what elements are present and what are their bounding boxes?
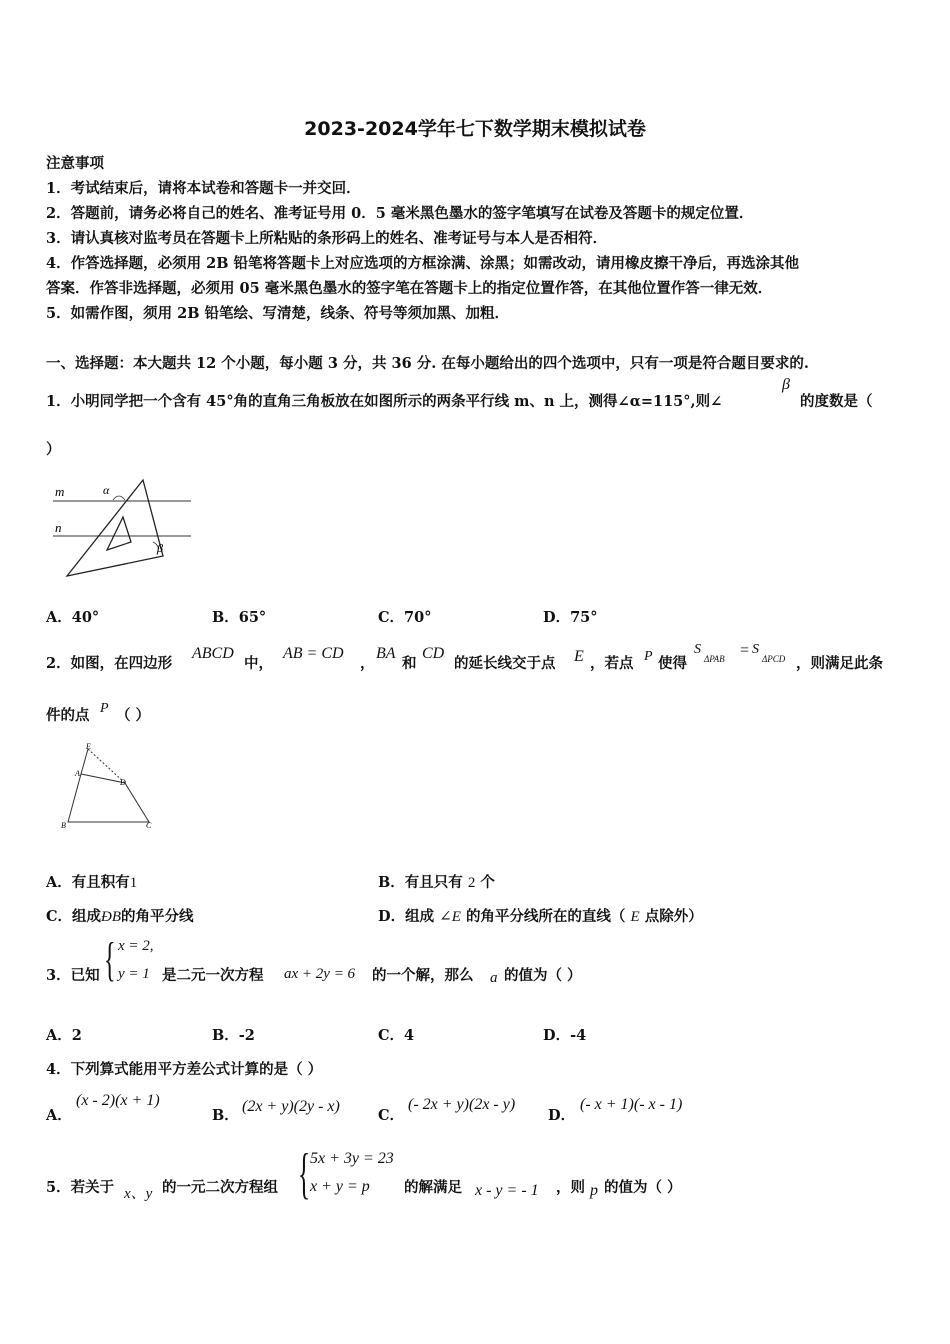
option-text: D．组成 [378,908,435,925]
option-math: 1 [129,875,138,891]
q2-option-b[interactable] [378,871,495,892]
q2-p: P [644,649,653,664]
q3-text: 是二元一次方程 [162,967,264,984]
q2-e: E [574,648,584,665]
notice-item: 1．考试结束后，请将本试卷和答题卡一并交回． [46,180,361,197]
option-text: C．组成 [46,908,102,925]
line-m-label: m [55,484,65,499]
beta-label: β [157,541,163,555]
q5-system-line2: x + y = p [310,1178,370,1195]
q3-option-b[interactable]: B．-2 [212,1027,255,1044]
option-text: A．有且积有 [46,874,130,891]
q1-option-b[interactable]: B．65° [212,609,267,626]
option-text: 的角平分线 [121,908,194,925]
q5-text: 的一元二次方程组 [162,1179,278,1196]
q4-option-d-expr[interactable]: (- x + 1)(- x - 1) [580,1096,683,1113]
q2-text: 中， [244,655,273,672]
line-n-label: n [55,520,62,535]
q2-text: 件的点 [46,707,90,724]
brace: { [104,933,116,986]
option-text: B．有且只有 [378,874,463,891]
q2-s2: S [752,642,759,657]
q3-system-line1: x = 2, [118,938,154,954]
q3-var-a: a [490,970,498,986]
q5-system-line1: 5x + 3y = 23 [310,1150,394,1167]
q4-option-b-expr[interactable]: (2x + y)(2y - x) [242,1098,340,1115]
q5-text: ，则 [556,1179,585,1196]
q2-text: 2．如图，在四边形 [46,655,173,672]
label-c: C [146,821,152,830]
q2-text: ，若点 [590,655,634,672]
q4-text: 4．下列算式能用平方差公式计算的是（ ） [46,1061,323,1078]
q2-abcd: ABCD [192,645,234,662]
q1-text: 1．小明同学把一个含有 45°角的直角三角板放在如图所示的两条平行线 m、n 上，测得∠α=115°,则∠ [46,393,723,410]
q4-option-c-label[interactable]: C． [378,1107,405,1124]
q5-text: 的解满足 [404,1179,462,1196]
q2-figure [50,738,165,833]
label-a: A [75,769,80,778]
q2-option-d[interactable] [378,905,703,926]
q2-paren: （ ） [116,707,151,724]
q2-s1-sub: ΔPAB [704,654,725,664]
q3-option-a[interactable]: A．2 [46,1027,82,1044]
option-math: ∠E [439,909,461,925]
q3-option-d[interactable]: D．-4 [543,1027,587,1044]
notice-item: 答案．作答非选择题，必须用 05 毫米黑色墨水的签字笔在答题卡上的指定位置作答，在其他位置作答一律无效． [46,280,773,297]
q1-option-d[interactable]: D．75° [543,609,598,626]
q2-ab-eq-cd: AB = CD [283,645,344,662]
q3-option-c[interactable]: C．4 [378,1027,415,1044]
brace: { [298,1143,311,1205]
q2-p: P [100,701,109,716]
q3-system-line2: y = 1 [118,966,150,982]
q2-text: 的延长线交于点 [454,655,556,672]
q3-text: 的一个解，那么 [372,967,474,984]
option-text: 点除外） [644,908,703,925]
option-math: ÐB [101,909,122,925]
alpha-label: α [103,483,110,497]
q5-text: 的值为（ ） [604,1179,682,1196]
q1-beta: β [782,376,790,393]
q2-text: 使得 [658,655,687,672]
q4-option-d-label[interactable]: D． [548,1107,576,1124]
q3-text: 的值为（ ） [504,967,582,984]
q2-text: ， [360,655,375,672]
notice-heading: 注意事项 [46,155,104,172]
q3-equation: ax + 2y = 6 [284,966,356,982]
option-math: 2 [467,875,476,891]
q2-s2-sub: ΔPCD [762,654,786,664]
q1-text-end: 的度数是（ [800,393,873,410]
q5-text: 5．若关于 [46,1179,115,1196]
q3-text: 3．已知 [46,967,100,984]
q4-option-a-expr[interactable]: (x - 2)(x + 1) [76,1092,160,1109]
option-text: 的角平分线所在的直线（ [465,908,626,925]
label-d: D [120,778,126,787]
q4-option-a-label[interactable]: A． [46,1107,72,1124]
q2-option-a[interactable] [46,871,137,892]
q5-vars: x、y [124,1186,153,1202]
q4-option-b-label[interactable]: B． [212,1107,239,1124]
option-math: E [630,909,640,925]
q1-figure [45,470,200,585]
notice-item: 2．答题前，请务必将自己的姓名、准考证号用 0．5 毫米黑色墨水的签字笔填写在试卷及答题卡的规定位置． [46,205,754,222]
q1-paren: ） [46,441,61,458]
notice-item: 4．作答选择题，必须用 2B 铅笔将答题卡上对应选项的方框涂满、涂黑；如需改动，请用橡皮擦干净后，再选涂其他 [46,255,800,272]
q5-condition: x - y = - 1 [475,1182,539,1199]
q1-option-a[interactable]: A．40° [46,609,100,626]
q2-ba: BA [376,645,396,662]
q2-text: 和 [402,655,417,672]
q2-option-c[interactable] [46,905,194,926]
q5-p: p [590,1182,598,1199]
option-text: 个 [480,874,495,891]
page-title: 2023-2024学年七下数学期末模拟试卷 [304,118,646,140]
notice-item: 3．请认真核对监考员在答题卡上所粘贴的条形码上的姓名、准考证号与本人是否相符． [46,230,608,247]
q2-s1: S [694,642,701,657]
q1-option-c[interactable]: C．70° [378,609,432,626]
q4-option-c-expr[interactable]: (- 2x + y)(2x - y) [408,1096,516,1113]
label-b: B [61,821,66,830]
q2-text: ，则满足此条 [796,655,883,672]
q2-eq: = [740,642,750,659]
section-heading: 一、选择题：本大题共 12 个小题，每小题 3 分，共 36 分. 在每小题给出的四个选项中，只有一项是符合题目要求的. [46,355,809,372]
label-e: E [86,742,91,751]
notice-item: 5．如需作图，须用 2B 铅笔绘、写清楚，线条、符号等须加黑、加粗． [46,305,510,322]
q2-cd: CD [422,645,445,662]
